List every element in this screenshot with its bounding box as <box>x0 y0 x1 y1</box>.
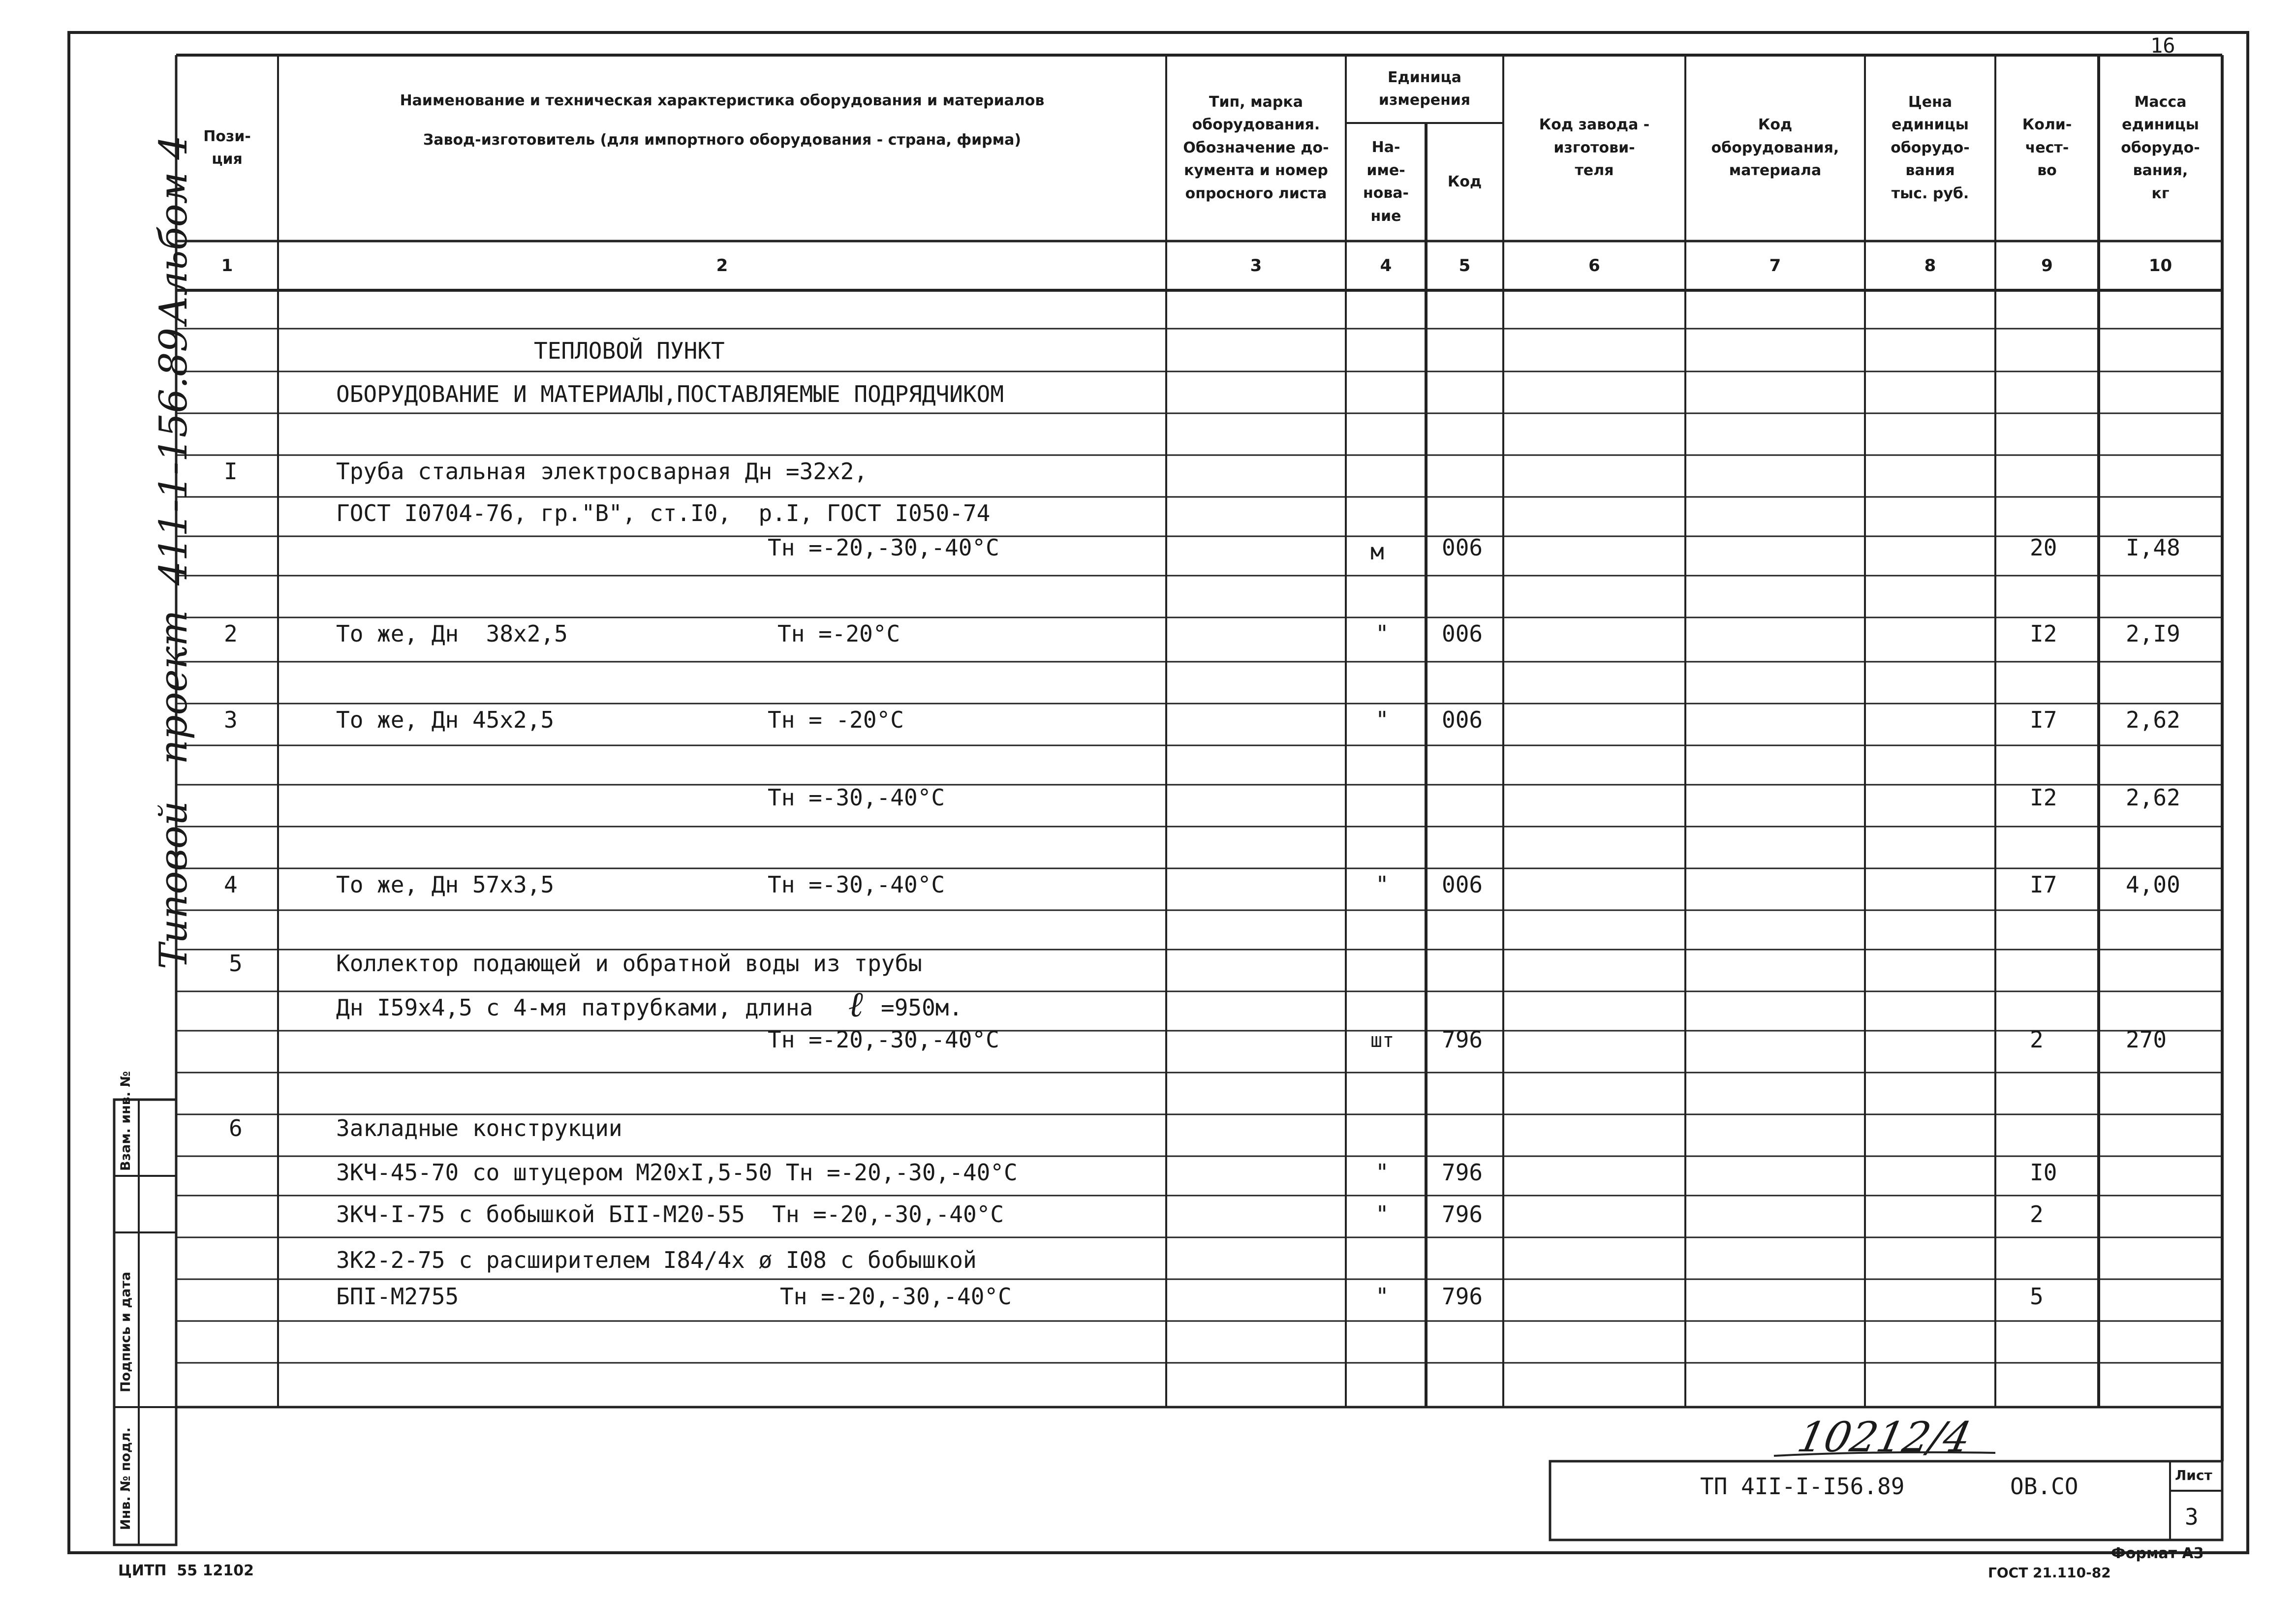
footer-left-code: ЦИТП 55 12102 <box>118 1562 254 1579</box>
document-mark: ОВ.СО <box>2010 1473 2079 1500</box>
row-unit: " <box>1375 1159 1389 1186</box>
row-unit: шт <box>1370 1029 1395 1052</box>
row-quantity: 5 <box>2030 1283 2044 1310</box>
row-position: 2 <box>224 620 238 647</box>
colnum-7: 7 <box>1769 256 1781 276</box>
row-temp: Тн =-20,-30,-40°С <box>768 534 999 561</box>
colnum-4: 4 <box>1380 256 1392 276</box>
row-name: Закладные конструкции <box>336 1115 622 1141</box>
row-temp: Тн =-20,-30,-40°С <box>780 1283 1012 1310</box>
row-position: 5 <box>229 950 243 977</box>
sheet-value: 3 <box>2185 1504 2199 1530</box>
stamp-original-inventory: Инв. № подл. <box>118 1427 133 1530</box>
stamp-replaced-inventory: Взам. инв. № <box>118 1071 133 1171</box>
footer-gost: ГОСТ 21.110-82 <box>1988 1565 2111 1581</box>
row-unit-code: 796 <box>1442 1201 1483 1228</box>
row-name: БПI-М2755 <box>336 1283 459 1310</box>
row-position: I <box>224 458 238 485</box>
row-name-tail: =950м. <box>881 994 963 1021</box>
footer-format: Формат А3 <box>2111 1545 2204 1562</box>
row-name: ЗКЧ-I-75 с бобышкой БII-М20-55 Тн =-20,-30,-40°С <box>336 1201 1004 1228</box>
row-mass: 2,62 <box>2126 784 2180 811</box>
colnum-6: 6 <box>1588 256 1600 276</box>
colnum-2: 2 <box>716 256 728 276</box>
header-factory-code: Код завода - изготови- теля <box>1539 116 1650 180</box>
row-name: То же, Дн 57х3,5 <box>336 871 555 898</box>
row-name: Коллектор подающей и обратной воды из трубы <box>336 950 922 977</box>
row-unit-code: 796 <box>1442 1026 1483 1053</box>
row-temp: Тн = -20°С <box>768 707 904 733</box>
row-mass: 270 <box>2126 1026 2167 1053</box>
row-unit-code: 796 <box>1442 1283 1483 1310</box>
row-quantity: 2 <box>2030 1026 2044 1053</box>
row-mass: 2,I9 <box>2126 620 2180 647</box>
row-unit-code: 006 <box>1442 620 1483 647</box>
row-name: Дн I59х4,5 с 4-мя патрубками, длина <box>336 994 813 1021</box>
row-unit: " <box>1375 707 1389 733</box>
row-quantity: 2 <box>2030 1201 2044 1228</box>
row-unit: м <box>1370 538 1384 565</box>
row-name: ЗК2-2-75 с расширителем I84/4х ø I08 с бобышкой <box>336 1247 977 1273</box>
section-title: ТЕПЛОВОЙ ПУНКТ <box>534 338 725 364</box>
colnum-9: 9 <box>2041 256 2053 276</box>
row-mass: I,48 <box>2126 534 2180 561</box>
row-unit: " <box>1375 1283 1389 1310</box>
stamp-signature-date: Подпись и дата <box>118 1271 133 1392</box>
row-name: Труба стальная электросварная Дн =32х2, <box>336 458 868 485</box>
header-name-line1: Наименование и техническая характеристика оборудования и материалов <box>400 92 1045 109</box>
colnum-8: 8 <box>1924 256 1936 276</box>
row-quantity: 20 <box>2030 534 2057 561</box>
colnum-5: 5 <box>1458 256 1471 276</box>
row-name: То же, Дн 45х2,5 <box>336 707 555 733</box>
colnum-10: 10 <box>2148 256 2172 276</box>
header-position: Пози- ция <box>203 127 251 168</box>
row-unit-code: 006 <box>1442 534 1483 561</box>
header-type: Тип, марка оборудования. Обозначение до- кумента и номер опросного листа <box>1183 93 1329 202</box>
row-unit: " <box>1375 1201 1389 1228</box>
header-mass: Масса единицы оборудо- вания, кг <box>2121 93 2200 202</box>
header-name-line2: Завод-изготовитель (для импортного оборудования - страна, фирма) <box>423 131 1022 149</box>
row-mass: 2,62 <box>2126 707 2180 733</box>
row-unit: " <box>1375 871 1389 898</box>
row-temp: Тн =-30,-40°С <box>768 871 945 898</box>
row-quantity: I7 <box>2030 707 2057 733</box>
header-unit-code: Код <box>1447 173 1482 190</box>
header-quantity: Коли- чест- во <box>2022 116 2072 180</box>
row-position: 3 <box>224 707 238 733</box>
subsection-title: ОБОРУДОВАНИЕ И МАТЕРИАЛЫ,ПОСТАВЛЯЕМЫЕ ПОДРЯДЧИКОМ <box>336 381 1004 407</box>
sheet-number-top: 16 <box>2150 33 2175 58</box>
row-unit: " <box>1375 620 1389 647</box>
row-unit-code: 006 <box>1442 871 1483 898</box>
row-name: То же, Дн 38х2,5 <box>336 620 568 647</box>
album-title: Альбом 4 <box>152 135 196 325</box>
handwritten-number: 10212/4 <box>1793 1413 1976 1461</box>
header-unit-name: На- име- нова- ние <box>1363 139 1409 225</box>
row-quantity: I2 <box>2030 620 2057 647</box>
project-title: Типовой проект 411-1-156.89 <box>152 328 196 969</box>
row-quantity: I2 <box>2030 784 2057 811</box>
sheet-label: Лист <box>2175 1467 2212 1483</box>
header-equipment-code: Код оборудования, материала <box>1711 116 1839 180</box>
handwritten-underline <box>1771 1449 1998 1459</box>
length-symbol: ℓ <box>849 983 864 1025</box>
header-price: Цена единицы оборудо- вания тыс. руб. <box>1891 93 1970 202</box>
row-quantity: I7 <box>2030 871 2057 898</box>
row-position: 4 <box>224 871 238 898</box>
row-temp: Тн =-30,-40°С <box>768 784 945 811</box>
colnum-3: 3 <box>1250 256 1262 276</box>
row-quantity: I0 <box>2030 1159 2057 1186</box>
row-name: ГОСТ I0704-76, гр."В", ст.I0, р.I, ГОСТ I050-74 <box>336 500 991 526</box>
document-code: ТП 4II-I-I56.89 <box>1700 1473 1905 1500</box>
row-unit-code: 796 <box>1442 1159 1483 1186</box>
row-name: ЗКЧ-45-70 со штуцером М20хI,5-50 Тн =-20,-30,-40°С <box>336 1159 1018 1186</box>
row-unit-code: 006 <box>1442 707 1483 733</box>
header-unit-group: Единица измерения <box>1378 68 1471 109</box>
row-mass: 4,00 <box>2126 871 2180 898</box>
colnum-1: 1 <box>221 256 233 276</box>
row-temp: Тн =-20°С <box>777 620 900 647</box>
row-temp: Тн =-20,-30,-40°С <box>768 1026 999 1053</box>
row-position: 6 <box>229 1115 243 1141</box>
